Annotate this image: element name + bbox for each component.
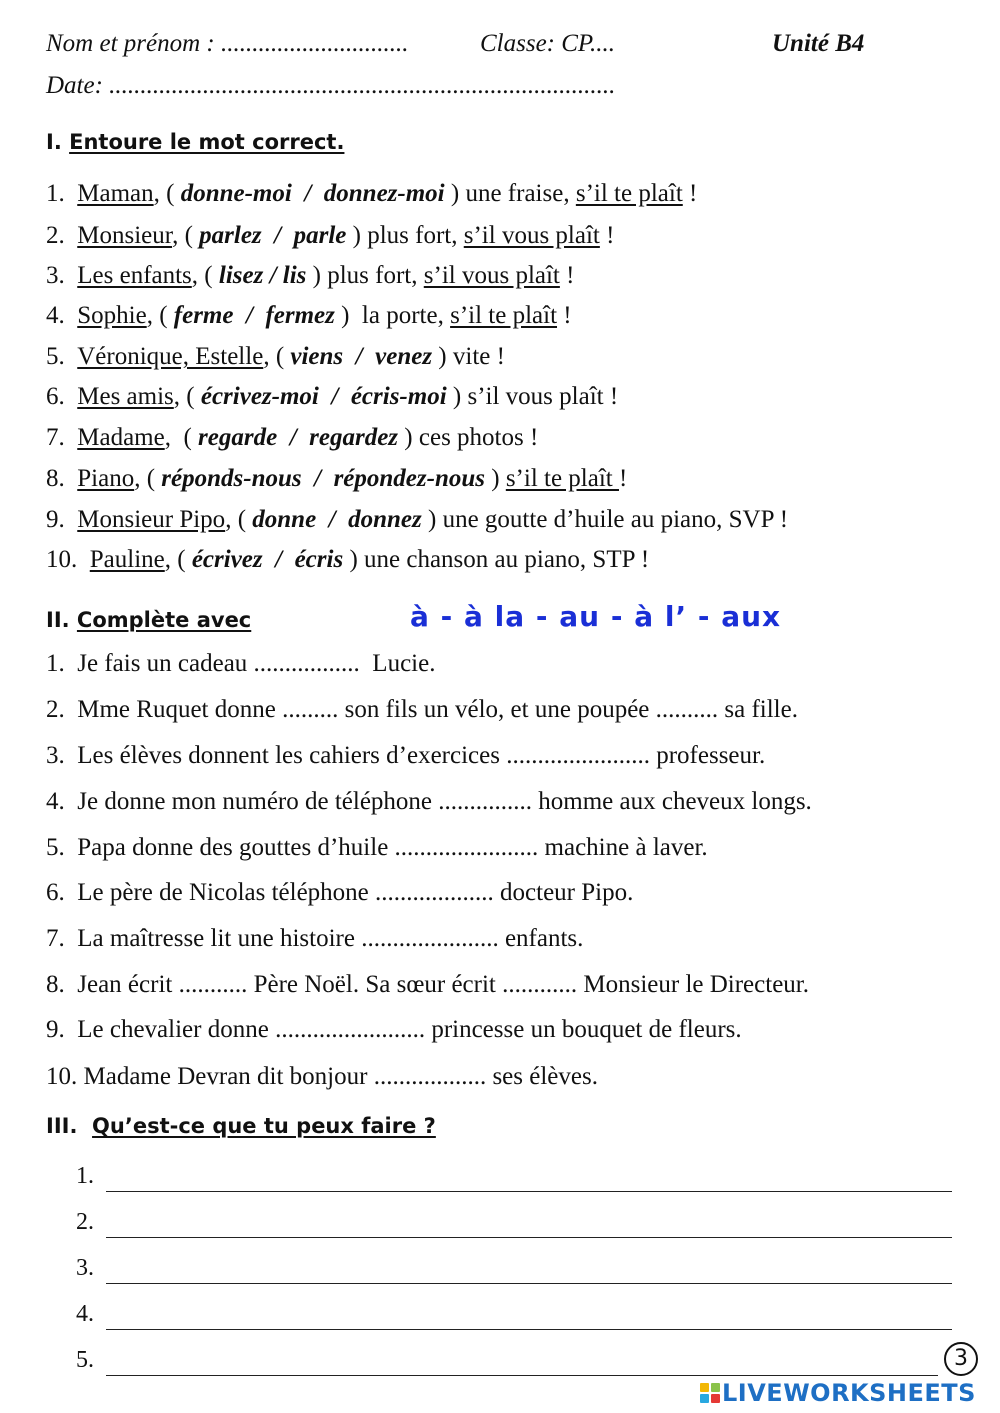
item-subject: Monsieur bbox=[77, 222, 173, 249]
item-text: ) une chanson au piano, STP ! bbox=[343, 546, 650, 573]
spacer bbox=[65, 302, 78, 329]
choice-option-b[interactable]: donnez bbox=[348, 506, 422, 533]
choice-option-b[interactable]: répondez-nous bbox=[333, 465, 485, 492]
choice-option-a[interactable]: écrivez bbox=[191, 546, 263, 573]
exercise-1-item bbox=[46, 546, 649, 574]
spacer bbox=[65, 343, 78, 370]
item-subject: Piano bbox=[77, 465, 135, 492]
item-number: 9. bbox=[46, 506, 65, 533]
item-subject: Madame bbox=[77, 424, 165, 451]
spacer bbox=[65, 222, 78, 249]
item-text: , ( bbox=[153, 180, 181, 207]
item-end: ! bbox=[618, 465, 628, 492]
section-3-number: III. bbox=[46, 1114, 78, 1138]
choice-separator: / bbox=[233, 302, 266, 329]
item-polite-phrase: s’il te plaît bbox=[575, 180, 683, 207]
exercise-2-item[interactable]: 5. Papa donne des gouttes d’huile ....................... machine à laver. bbox=[46, 834, 708, 861]
exercise-2-item[interactable]: 6. Le père de Nicolas téléphone ................... docteur Pipo. bbox=[46, 879, 634, 906]
item-number: 10. bbox=[46, 546, 78, 573]
exercise-1-item bbox=[46, 222, 614, 250]
item-subject: Monsieur Pipo bbox=[77, 506, 226, 533]
date-field[interactable]: Date: ................................................................................. bbox=[46, 72, 616, 99]
exercise-2-item[interactable]: 4. Je donne mon numéro de téléphone ............... homme aux cheveux longs. bbox=[46, 788, 812, 815]
exercise-1-item bbox=[46, 383, 618, 411]
item-text: , ( bbox=[164, 546, 192, 573]
item-text: , ( bbox=[164, 424, 199, 451]
item-polite-phrase: s’il vous plaît bbox=[463, 222, 600, 249]
choice-option-a[interactable]: parlez bbox=[199, 222, 262, 249]
choice-option-a[interactable]: ferme bbox=[173, 302, 234, 329]
exercise-2-item[interactable]: 8. Jean écrit ........... Père Noël. Sa sœur écrit ............ Monsieur le Directeur. bbox=[46, 971, 809, 998]
choice-option-b[interactable]: parle bbox=[293, 222, 347, 249]
exercise-1-item bbox=[46, 506, 788, 534]
class-field[interactable]: Classe: CP.... bbox=[480, 30, 615, 57]
choice-separator: / bbox=[263, 262, 283, 289]
answer-line-number: 1. bbox=[76, 1163, 94, 1189]
exercise-1-item bbox=[46, 424, 538, 452]
item-number: 5. bbox=[46, 343, 65, 370]
choice-option-a[interactable]: réponds-nous bbox=[161, 465, 302, 492]
item-subject: Pauline bbox=[89, 546, 165, 573]
choice-option-b[interactable]: venez bbox=[375, 343, 433, 370]
exercise-2-item[interactable]: 3. Les élèves donnent les cahiers d’exercices ....................... professeur. bbox=[46, 742, 766, 769]
section-1-title: Entoure le mot correct. bbox=[69, 130, 345, 154]
choice-separator: / bbox=[316, 506, 349, 533]
answer-line-number: 2. bbox=[76, 1209, 94, 1235]
item-subject: Les enfants bbox=[77, 262, 192, 289]
choice-separator: / bbox=[262, 546, 295, 573]
choice-option-b[interactable]: écris-moi bbox=[350, 383, 447, 410]
answer-line-number: 4. bbox=[76, 1301, 94, 1327]
answer-line[interactable] bbox=[106, 1237, 952, 1238]
section-2-title: Complète avec bbox=[76, 608, 252, 632]
answer-line[interactable] bbox=[106, 1283, 952, 1284]
choice-option-a[interactable]: donne bbox=[252, 506, 317, 533]
spacer bbox=[65, 465, 78, 492]
choice-separator: / bbox=[343, 343, 376, 370]
choice-separator: / bbox=[291, 180, 324, 207]
choice-separator: / bbox=[318, 383, 351, 410]
choice-option-b[interactable]: donnez-moi bbox=[323, 180, 445, 207]
choice-option-b[interactable]: écris bbox=[294, 546, 344, 573]
exercise-2-item[interactable]: 2. Mme Ruquet donne ......... son fils un vélo, et une poupée .......... sa fille. bbox=[46, 696, 798, 723]
item-subject: Mes amis bbox=[77, 383, 174, 410]
exercise-2-item[interactable]: 7. La maîtresse lit une histoire ...................... enfants. bbox=[46, 925, 584, 952]
item-text: ) ces photos ! bbox=[398, 424, 539, 451]
exercise-2-item[interactable]: 10. Madame Devran dit bonjour .................. ses élèves. bbox=[46, 1063, 598, 1090]
choice-separator: / bbox=[301, 465, 334, 492]
item-number: 1. bbox=[46, 180, 65, 207]
item-number: 2. bbox=[46, 222, 65, 249]
section-3-title: Qu’est-ce que tu peux faire ? bbox=[92, 1114, 436, 1138]
item-text: ) vite ! bbox=[432, 343, 505, 370]
answer-line[interactable] bbox=[106, 1329, 952, 1330]
answer-line-number: 5. bbox=[76, 1347, 94, 1373]
spacer bbox=[77, 546, 90, 573]
section-2-number: II. bbox=[46, 608, 70, 632]
spacer bbox=[65, 180, 78, 207]
exercise-1-item bbox=[46, 465, 627, 493]
item-polite-phrase: s’il te plaît bbox=[450, 302, 558, 329]
item-text: ) s’il vous plaît ! bbox=[446, 383, 619, 410]
item-number: 3. bbox=[46, 262, 65, 289]
item-number: 6. bbox=[46, 383, 65, 410]
item-subject: Maman bbox=[77, 180, 154, 207]
choice-option-a[interactable]: lisez bbox=[218, 262, 264, 289]
page-number-badge: 3 bbox=[944, 1342, 978, 1376]
spacer bbox=[65, 262, 78, 289]
liveworksheets-brand: LIVEWORKSHEETS bbox=[722, 1379, 976, 1407]
choice-option-a[interactable]: viens bbox=[290, 343, 344, 370]
section-1-heading bbox=[46, 130, 344, 154]
item-end: ! bbox=[557, 302, 572, 329]
item-text: ) une fraise, bbox=[444, 180, 576, 207]
choice-option-b[interactable]: fermez bbox=[265, 302, 335, 329]
choice-option-b[interactable]: regardez bbox=[309, 424, 399, 451]
section-2-heading bbox=[46, 608, 251, 632]
item-subject: Sophie bbox=[77, 302, 147, 329]
answer-line[interactable] bbox=[106, 1191, 952, 1192]
section-3-heading bbox=[46, 1114, 436, 1138]
section-1-number: I. bbox=[46, 130, 62, 154]
exercise-1-item bbox=[46, 180, 697, 208]
answer-line[interactable] bbox=[106, 1375, 938, 1376]
item-number: 4. bbox=[46, 302, 65, 329]
exercise-2-item[interactable]: 1. Je fais un cadeau ................. Lucie. bbox=[46, 650, 436, 677]
liveworksheets-logo-icon bbox=[700, 1383, 720, 1403]
item-subject: Véronique, Estelle bbox=[77, 343, 264, 370]
item-number: 7. bbox=[46, 424, 65, 451]
spacer bbox=[65, 383, 78, 410]
item-text: , ( bbox=[172, 222, 200, 249]
item-text: ) plus fort, bbox=[306, 262, 424, 289]
choice-option-a[interactable]: regarde bbox=[198, 424, 278, 451]
item-text: ) plus fort, bbox=[346, 222, 464, 249]
item-text: , ( bbox=[191, 262, 219, 289]
spacer bbox=[65, 424, 78, 451]
exercise-1-item bbox=[46, 262, 574, 290]
exercise-2-item[interactable]: 9. Le chevalier donne ........................ princesse un bouquet de fleurs. bbox=[46, 1016, 742, 1043]
choice-option-a[interactable]: écrivez-moi bbox=[200, 383, 319, 410]
choice-separator: / bbox=[261, 222, 294, 249]
item-end: ! bbox=[682, 180, 698, 207]
answer-line-number: 3. bbox=[76, 1255, 94, 1281]
exercise-1-item bbox=[46, 343, 505, 371]
exercise-1-item bbox=[46, 302, 572, 330]
choice-option-a[interactable]: donne-moi bbox=[180, 180, 292, 207]
item-text: , ( bbox=[134, 465, 162, 492]
item-text: , ( bbox=[263, 343, 291, 370]
item-end: ! bbox=[599, 222, 615, 249]
choice-option-b[interactable]: lis bbox=[282, 262, 307, 289]
name-field[interactable]: Nom et prénom : .............................. bbox=[46, 30, 409, 57]
item-polite-phrase: s’il te plaît bbox=[505, 465, 619, 492]
item-number: 8. bbox=[46, 465, 65, 492]
unit-label: Unité B4 bbox=[772, 30, 865, 57]
item-text: , ( bbox=[225, 506, 253, 533]
item-text: ) bbox=[484, 465, 506, 492]
choices-word-bank: à - à la - au - à l’ - aux bbox=[410, 600, 782, 633]
choice-separator: / bbox=[277, 424, 310, 451]
item-text: ) une goutte d’huile au piano, SVP ! bbox=[421, 506, 789, 533]
item-text: ) la porte, bbox=[334, 302, 451, 329]
item-text: , ( bbox=[146, 302, 174, 329]
item-text: , ( bbox=[173, 383, 201, 410]
item-end: ! bbox=[559, 262, 575, 289]
item-polite-phrase: s’il vous plaît bbox=[423, 262, 560, 289]
spacer bbox=[65, 506, 78, 533]
